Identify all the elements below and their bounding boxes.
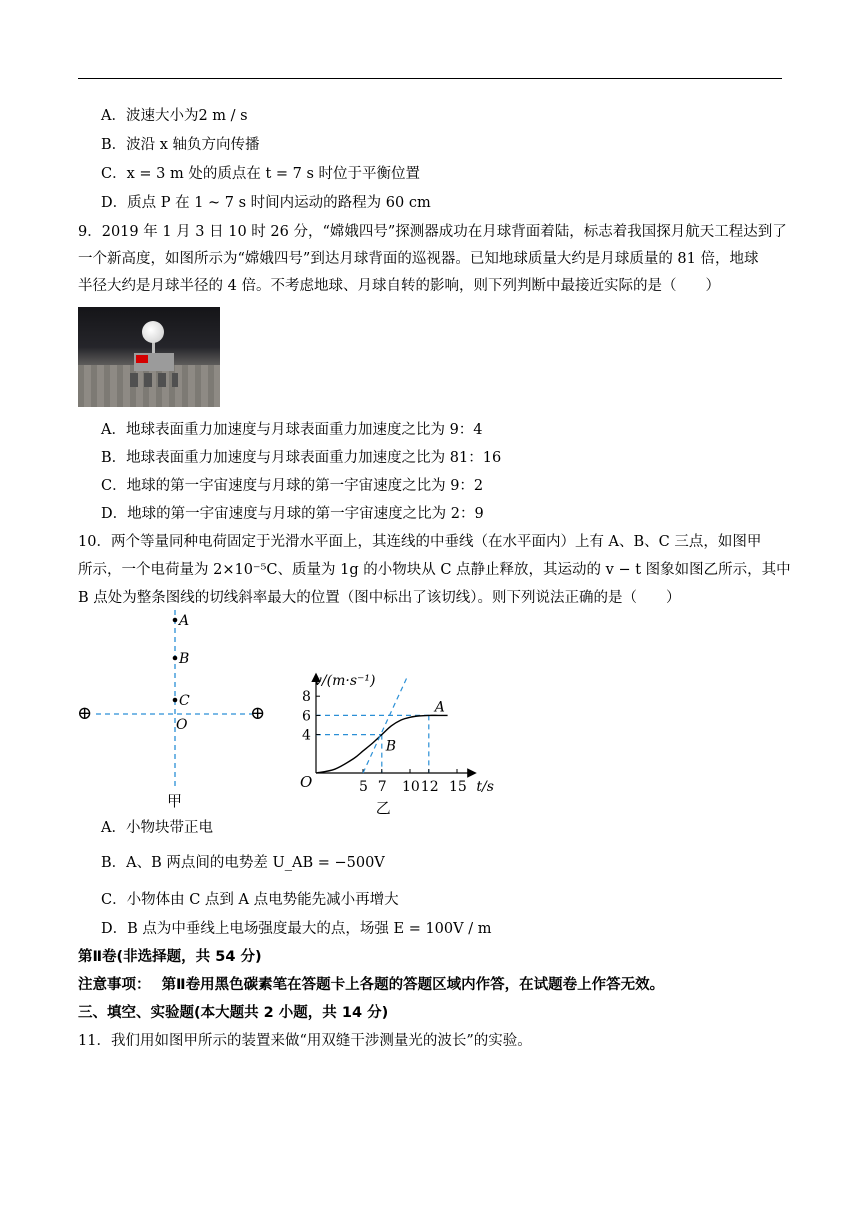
curve-point-a-label: A xyxy=(434,699,445,716)
origin-label: O xyxy=(300,773,313,791)
header-rule xyxy=(78,78,782,79)
curve-point-b-label: B xyxy=(385,738,397,755)
q10-option-c: C．小物体由 C 点到 A 点电势能先减小再增大 xyxy=(101,892,399,908)
q8-option-a: A．波速大小为2 m / s xyxy=(101,108,248,124)
point-c-label: C xyxy=(179,693,190,709)
figure-yi-vt-chart xyxy=(290,640,520,820)
point-c-dot xyxy=(173,698,178,703)
q9-stem-line1: 9．2019 年 1 月 3 日 10 时 26 分，“嫦娥四号”探测器成功在月球背面着陆，标志着我国探月航天工程达到了 xyxy=(78,224,787,240)
q10-option-b xyxy=(101,853,385,873)
x-tick-label: 12 xyxy=(420,779,439,795)
part2-heading: 第Ⅱ卷(非选择题，共 54 分) xyxy=(78,949,262,965)
q10-stem-line1: 10．两个等量同种电荷固定于光滑水平面上，其连线的中垂线（在水平面内）上有 A、B、C 三点，如图甲 xyxy=(78,534,762,550)
point-b-dot xyxy=(173,656,178,661)
caption-yi: 乙 xyxy=(375,799,391,817)
q9-stem-line2: 一个新高度，如图所示为“嫦娥四号”到达月球背面的巡视器。已知地球质量大约是月球质量的 81 倍，地球 xyxy=(78,251,759,267)
q8-option-d: D．质点 P 在 1 ~ 7 s 时间内运动的路程为 60 cm xyxy=(101,195,431,211)
left-charge: ⊕ xyxy=(77,703,93,724)
q10-option-b-text: B．A、B 两点间的电势差 U_AB = −500V xyxy=(101,855,385,871)
part2-notice xyxy=(78,975,664,995)
q9-option-b: B．地球表面重力加速度与月球表面重力加速度之比为 81：16 xyxy=(101,450,502,466)
y-tick-label: 6 xyxy=(302,708,311,725)
x-tick-label: 10 xyxy=(402,779,420,795)
tangent-line-at-b xyxy=(363,677,407,773)
x-tick-label: 5 xyxy=(359,779,368,795)
point-a-label: A xyxy=(179,613,190,629)
point-o-label: O xyxy=(176,717,188,733)
y-tick-label: 8 xyxy=(302,689,311,706)
x-axis-label: t/s xyxy=(476,779,494,795)
y-tick-label: 4 xyxy=(302,727,311,744)
notice-label: 注意事项： xyxy=(78,977,151,993)
section3-heading: 三、填空、实验题(本大题共 2 小题，共 14 分) xyxy=(78,1005,389,1021)
right-charge: ⊕ xyxy=(250,703,266,724)
q8-option-b: B．波沿 x 轴负方向传播 xyxy=(101,137,260,153)
point-b-label: B xyxy=(179,651,190,667)
q10-stem-line2: 所示，一个电荷量为 2×10⁻⁵C、质量为 1g 的小物块从 C 点静止释放，其运动的 v − t 图象如图乙所示，其中 xyxy=(78,562,791,578)
q10-stem-line3: B 点处为整条图线的切线斜率最大的位置（图中标出了该切线）。则下列说法正确的是（ ） xyxy=(78,590,681,606)
lunar-rover-photo xyxy=(78,307,220,407)
y-axis-label: v/(m·s⁻¹) xyxy=(314,673,376,689)
q10-option-a: A．小物块带正电 xyxy=(101,820,213,836)
x-tick-label: 7 xyxy=(377,779,387,795)
q11-stem: 11．我们用如图甲所示的装置来做“用双缝干涉测量光的波长”的实验。 xyxy=(78,1033,532,1049)
q10-option-d: D．B 点为中垂线上电场强度最大的点，场强 E = 100V / m xyxy=(101,921,492,937)
q9-option-d: D．地球的第一宇宙速度与月球的第一宇宙速度之比为 2：9 xyxy=(101,506,484,522)
q9-option-a: A．地球表面重力加速度与月球表面重力加速度之比为 9：4 xyxy=(101,422,483,438)
figure-jia xyxy=(70,610,280,815)
q9-option-c: C．地球的第一宇宙速度与月球的第一宇宙速度之比为 9：2 xyxy=(101,478,484,494)
point-a-dot xyxy=(173,618,178,623)
q8-option-c: C．x = 3 m 处的质点在 t = 7 s 时位于平衡位置 xyxy=(101,166,421,182)
q9-stem-line3: 半径大约是月球半径的 4 倍。不考虑地球、月球自转的影响，则下列判断中最接近实际的是（ ） xyxy=(78,278,720,294)
x-tick-label: 15 xyxy=(449,779,467,795)
caption-jia: 甲 xyxy=(167,792,183,810)
notice-text: 第Ⅱ卷用黑色碳素笔在答题卡上各题的答题区域内作答，在试题卷上作答无效。 xyxy=(161,977,665,993)
